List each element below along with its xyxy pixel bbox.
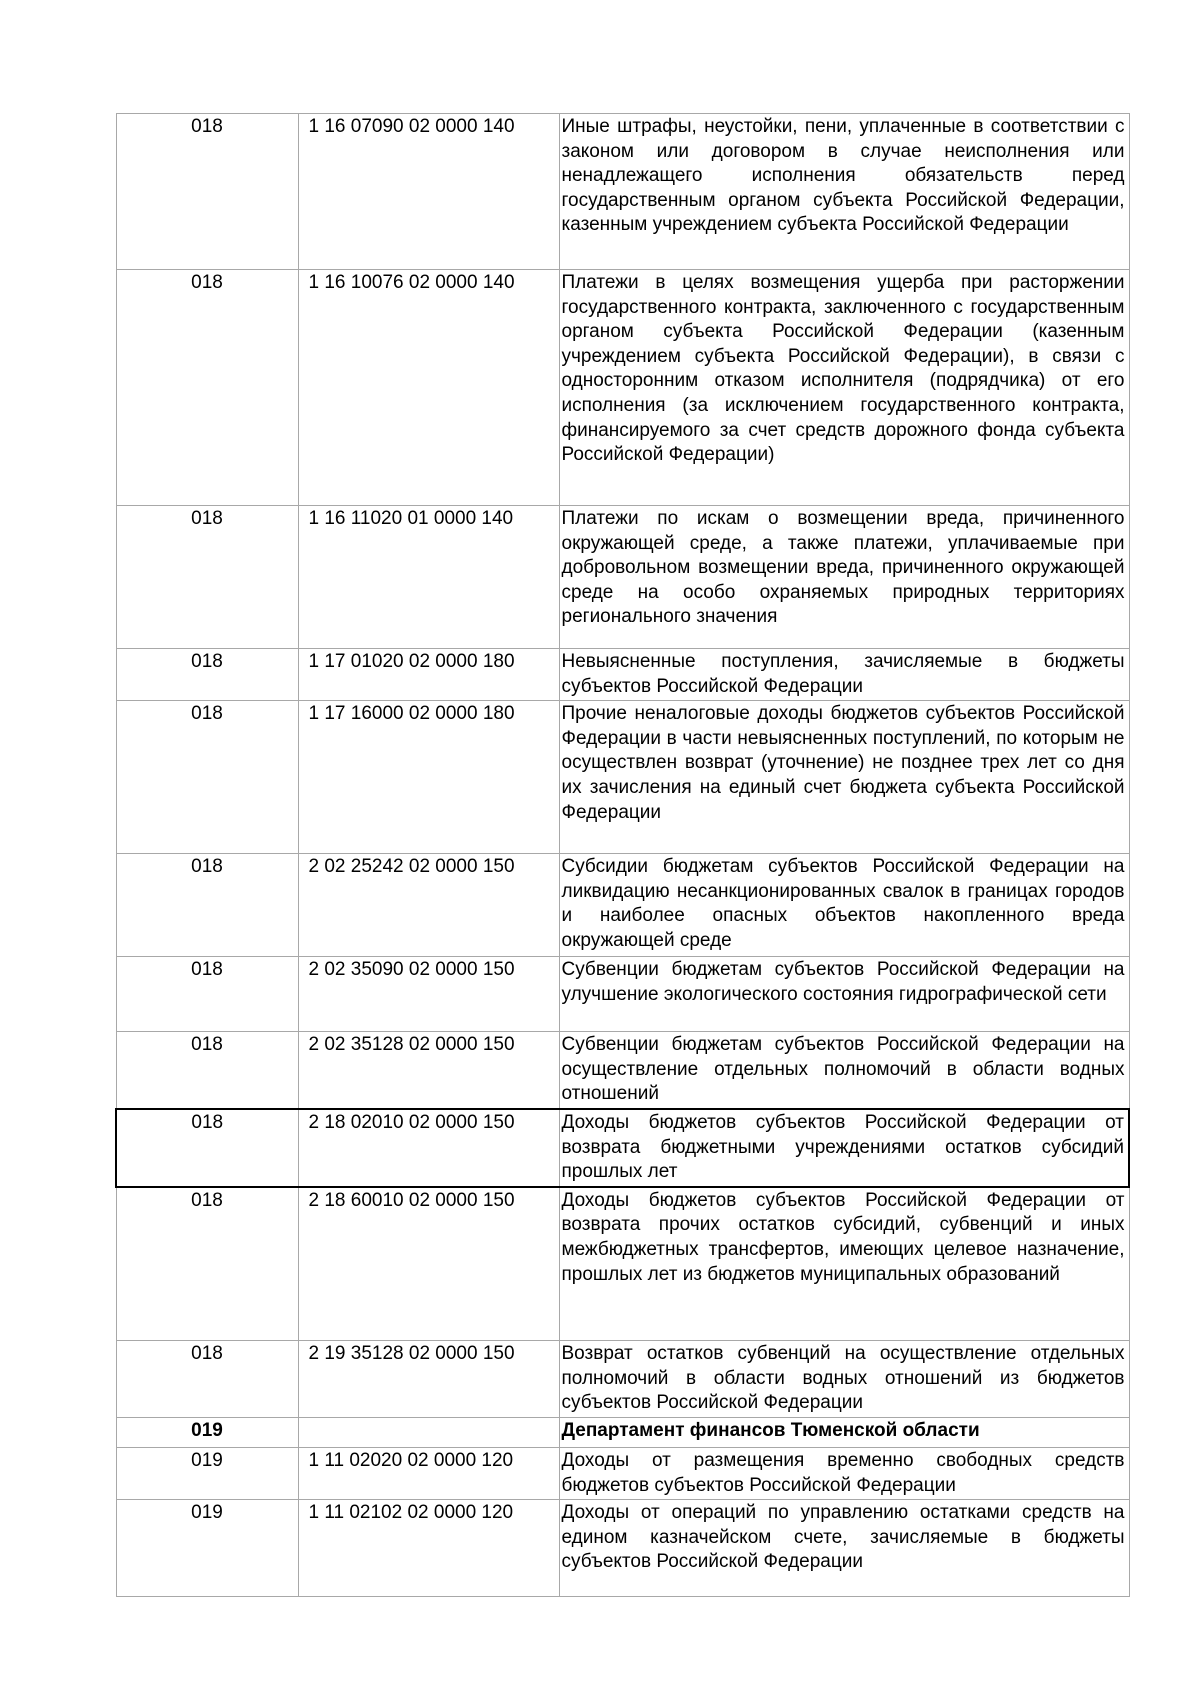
admin-code-cell: 018 [116,649,298,701]
table-row [116,1448,1129,1500]
budget-code-cell: 1 16 07090 02 0000 140 [298,114,559,270]
revenue-name-cell: Доходы бюджетов субъектов Российской Федерации от возврата бюджетными учреждениями остатков субсидий прошлых лет [559,1109,1129,1187]
admin-code-cell: 018 [116,1109,298,1187]
table-row [116,1032,1129,1109]
revenue-name-cell: Невыясненные поступления, зачисляемые в бюджеты субъектов Российской Федерации [559,649,1129,701]
budget-code-cell: 2 02 25242 02 0000 150 [298,854,559,957]
budget-code-cell: 2 19 35128 02 0000 150 [298,1341,559,1418]
admin-code-cell: 018 [116,114,298,270]
revenue-name-cell: Прочие неналоговые доходы бюджетов субъектов Российской Федерации в части невыясненных поступлений, по которым не осуществлен возврат (уточнение) не позднее трех лет со дня их зачисления на единый счет бюджета субъекта Российской Федерации [559,701,1129,854]
admin-code-cell: 018 [116,854,298,957]
budget-code-cell: 2 18 02010 02 0000 150 [298,1109,559,1187]
table-row [116,649,1129,701]
budget-code-cell: 1 11 02102 02 0000 120 [298,1500,559,1597]
revenue-name-cell: Доходы от операций по управлению остатками средств на едином казначейском счете, зачисляемые в бюджеты субъектов Российской Федерации [559,1500,1129,1597]
revenue-codes-table [115,113,1130,1597]
budget-code-cell: 1 16 10076 02 0000 140 [298,270,559,506]
admin-code-cell: 018 [116,270,298,506]
budget-code-cell [298,1418,559,1448]
budget-code-cell: 1 11 02020 02 0000 120 [298,1448,559,1500]
admin-code-cell: 018 [116,1341,298,1418]
admin-code-cell: 018 [116,701,298,854]
admin-code-cell: 018 [116,506,298,649]
admin-code-cell: 018 [116,957,298,1032]
revenue-name-cell: Субвенции бюджетам субъектов Российской Федерации на улучшение экологического состояния гидрографической сети [559,957,1129,1032]
section-header-row [116,1418,1129,1448]
budget-code-cell: 1 16 11020 01 0000 140 [298,506,559,649]
table-row [116,506,1129,649]
revenue-name-cell: Субсидии бюджетам субъектов Российской Федерации на ликвидацию несанкционированных свалок в границах городов и наиболее опасных объектов накопленного вреда окружающей среде [559,854,1129,957]
admin-code-cell: 019 [116,1448,298,1500]
revenue-name-cell: Доходы от размещения временно свободных средств бюджетов субъектов Российской Федерации [559,1448,1129,1500]
budget-code-cell: 2 18 60010 02 0000 150 [298,1187,559,1341]
revenue-name-cell: Доходы бюджетов субъектов Российской Федерации от возврата прочих остатков субсидий, субвенций и иных межбюджетных трансфертов, имеющих целевое назначение, прошлых лет из бюджетов муниципальных образований [559,1187,1129,1341]
admin-code-cell: 019 [116,1418,298,1448]
table-row [116,957,1129,1032]
revenue-name-cell: Субвенции бюджетам субъектов Российской Федерации на осуществление отдельных полномочий в области водных отношений [559,1032,1129,1109]
table-row [116,854,1129,957]
table-row [116,1187,1129,1341]
table-row [116,1500,1129,1597]
table-row [116,270,1129,506]
admin-code-cell: 018 [116,1032,298,1109]
revenue-name-cell: Платежи по искам о возмещении вреда, причиненного окружающей среде, а также платежи, уплачиваемые при добровольном возмещении вреда, причиненного окружающей среде на особо охраняемых природных территориях регионального значения [559,506,1129,649]
table-row [116,1341,1129,1418]
admin-code-cell: 019 [116,1500,298,1597]
revenue-name-cell: Иные штрафы, неустойки, пени, уплаченные в соответствии с законом или договором в случае неисполнения или ненадлежащего исполнения обязательств перед государственным органом субъекта Российской Федерации, казенным учреждением субъекта Российской Федерации [559,114,1129,270]
revenue-name-cell: Возврат остатков субвенций на осуществление отдельных полномочий в области водных отношений из бюджетов субъектов Российской Федерации [559,1341,1129,1418]
budget-code-cell: 1 17 16000 02 0000 180 [298,701,559,854]
table-row [116,701,1129,854]
department-name-cell: Департамент финансов Тюменской области [559,1418,1129,1448]
table-row [116,1109,1129,1187]
budget-code-cell: 1 17 01020 02 0000 180 [298,649,559,701]
budget-code-cell: 2 02 35128 02 0000 150 [298,1032,559,1109]
budget-code-cell: 2 02 35090 02 0000 150 [298,957,559,1032]
table-row [116,114,1129,270]
revenue-name-cell: Платежи в целях возмещения ущерба при расторжении государственного контракта, заключенного с государственным органом субъекта Российской Федерации (казенным учреждением субъекта Российской Федерации), в связи с односторонним отказом исполнителя (подрядчика) от его исполнения (за исключением государственного контракта, финансируемого за счет средств дорожного фонда субъекта Российской Федерации) [559,270,1129,506]
admin-code-cell: 018 [116,1187,298,1341]
